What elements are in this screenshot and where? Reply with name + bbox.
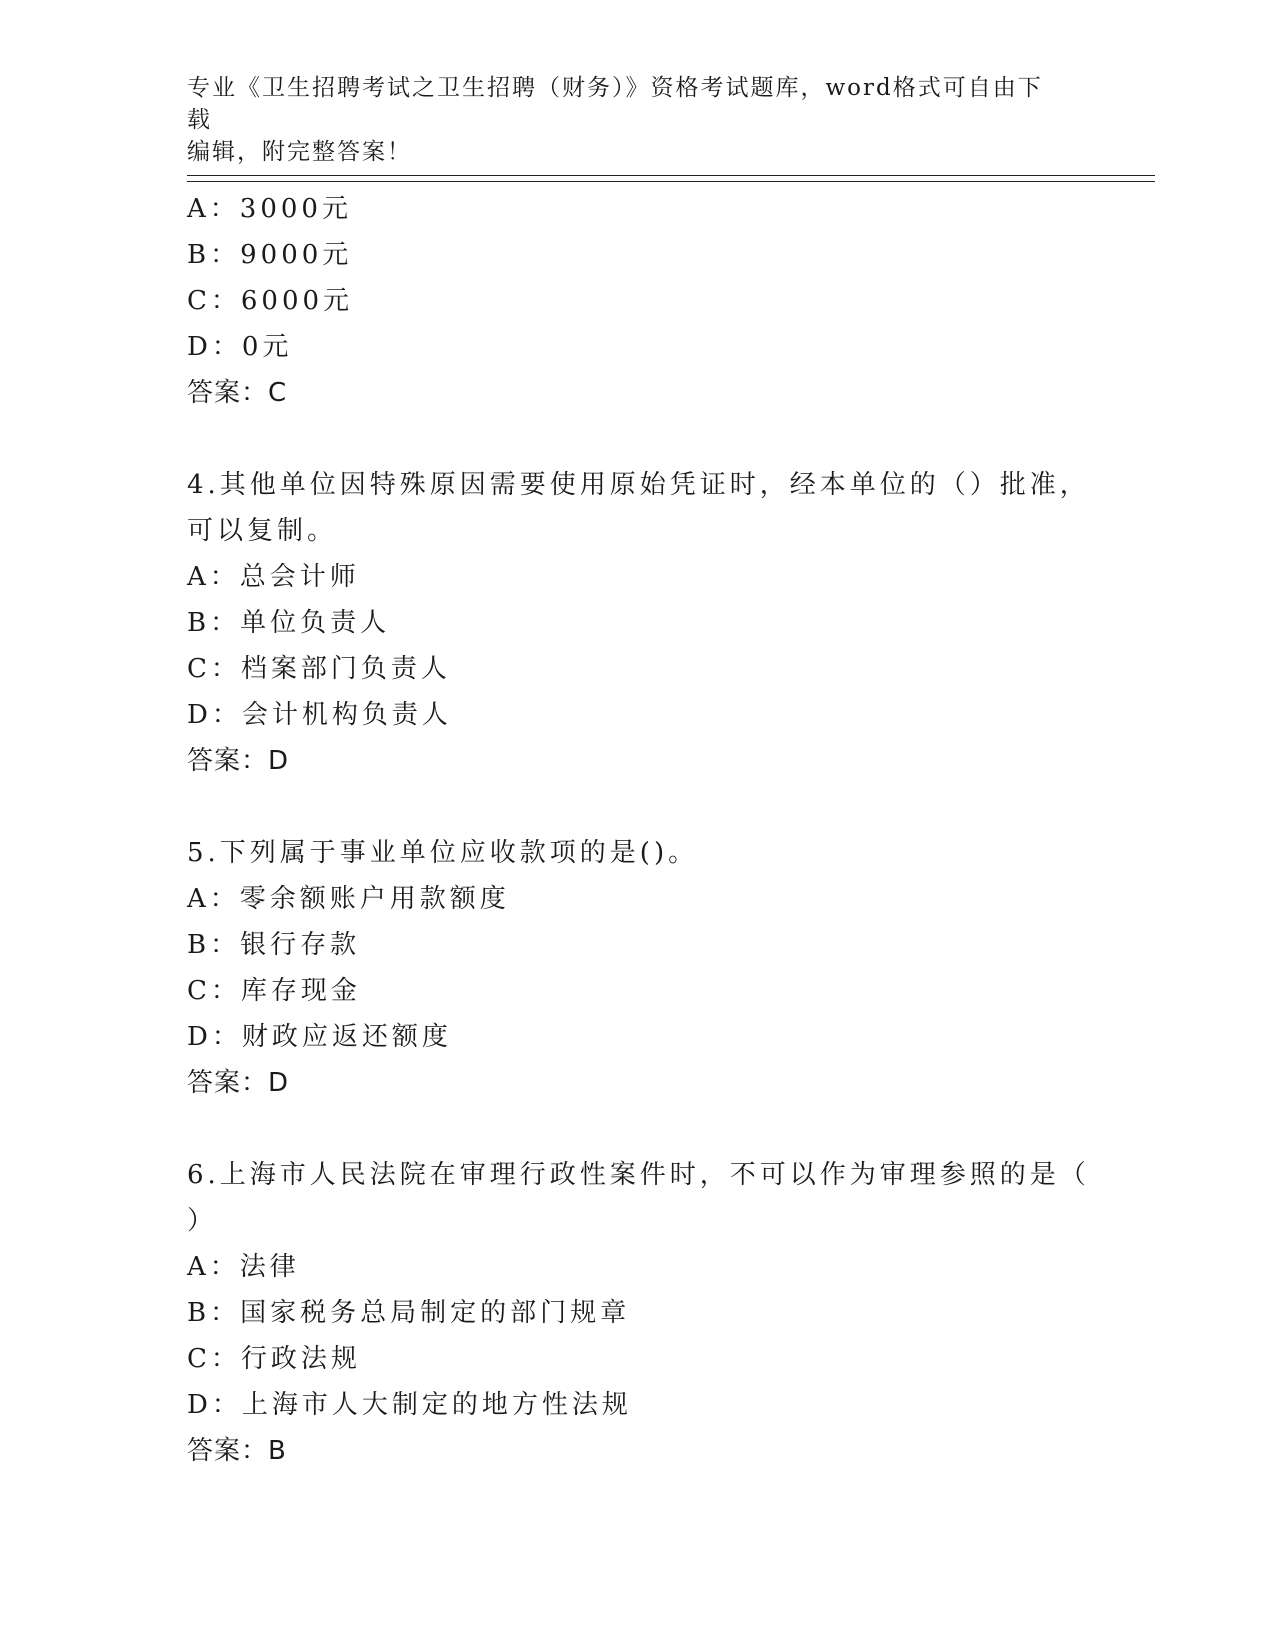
option-a: A：法律 (187, 1252, 300, 1282)
answer: 答案：B (187, 1436, 287, 1466)
question-6 (187, 1152, 1090, 1474)
option-d: D：会计机构负责人 (187, 700, 452, 730)
option-c: C：6000元 (187, 286, 354, 316)
question-stem-continued: ） (187, 1206, 218, 1236)
answer: 答案：D (187, 746, 290, 776)
header-divider-bottom (187, 181, 1155, 182)
option-a: A：零余额账户用款额度 (187, 884, 510, 914)
question-list (187, 186, 1090, 1474)
question-stem: 5.下列属于事业单位应收款项的是()。 (187, 838, 699, 868)
option-a: A：3000元 (187, 194, 352, 224)
question-stem: 4.其他单位因特殊原因需要使用原始凭证时，经本单位的（）批准， (187, 470, 1090, 500)
option-b: B：单位负责人 (187, 608, 391, 638)
option-d: D：0元 (187, 332, 293, 362)
option-c: C：档案部门负责人 (187, 654, 451, 684)
question-4 (187, 462, 1090, 784)
option-d: D：财政应返还额度 (187, 1022, 452, 1052)
question-stem: 6.上海市人民法院在审理行政性案件时，不可以作为审理参照的是（ (187, 1160, 1090, 1190)
question-5 (187, 830, 1087, 1106)
option-a: A：总会计师 (187, 562, 360, 592)
header-divider-top (187, 175, 1155, 176)
option-d: D：上海市人大制定的地方性法规 (187, 1390, 632, 1420)
option-b: B：银行存款 (187, 930, 361, 960)
question-3 (187, 186, 1087, 416)
header-line-2: 编辑，附完整答案！ (187, 139, 412, 165)
option-c: C：行政法规 (187, 1344, 361, 1374)
answer: 答案：D (187, 1068, 290, 1098)
header-line-1: 专业《卫生招聘考试之卫生招聘（财务）》资格考试题库，word格式可自由下载 (187, 75, 1043, 133)
answer: 答案：C (187, 378, 288, 408)
document-header (187, 72, 1067, 168)
question-stem-continued: 可以复制。 (187, 516, 338, 546)
option-b: B：9000元 (187, 240, 353, 270)
option-b: B：国家税务总局制定的部门规章 (187, 1298, 631, 1328)
option-c: C：库存现金 (187, 976, 361, 1006)
